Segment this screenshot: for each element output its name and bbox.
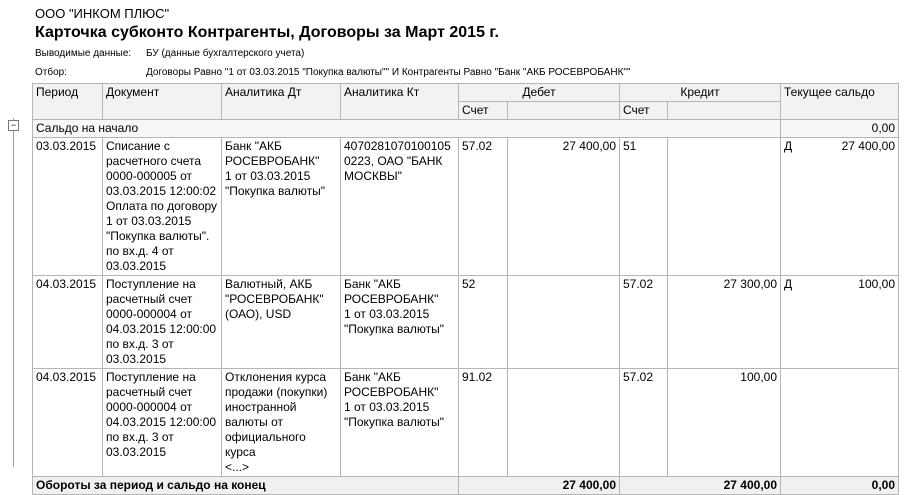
cell-account-kt: 57.02 <box>620 369 668 477</box>
cell-document[interactable]: Списание с расчетного счета 0000-000005 от 03.03.2015 12:00:02 Оплата по договору 1 от 03.03.2015 "Покупка валюты". по вх.д. 4 от 03.03.2015 <box>103 138 222 276</box>
col-period-header: Период <box>33 84 103 120</box>
collapse-group-icon[interactable]: − <box>8 120 19 131</box>
cell-debit <box>508 276 620 369</box>
blank-cell <box>668 102 781 120</box>
cell-analytics-kt: Банк "АКБ РОСЕВРОБАНК" 1 от 03.03.2015 "Покупка валюты" <box>341 369 459 477</box>
cell-analytics-dt: Банк "АКБ РОСЕВРОБАНК" 1 от 03.03.2015 "Покупка валюты" <box>222 138 341 276</box>
group-tree-line <box>13 118 14 467</box>
filter-value: Договоры Равно "1 от 03.03.2015 "Покупка валюты"" И Контрагенты Равно "Банк "АКБ РОСЕВРОБАНК"" <box>146 67 631 78</box>
cell-credit <box>668 138 781 276</box>
totals-balance: 0,00 <box>781 477 899 495</box>
cell-document[interactable]: Поступление на расчетный счет 0000-000004 от 04.03.2015 12:00:00 по вх.д. 3 от 03.03.2015 <box>103 369 222 477</box>
col-account-dt-header: Счет <box>459 102 508 120</box>
balance-side: Д <box>784 277 793 291</box>
output-data-value: БУ (данные бухгалтерского учета) <box>146 48 305 59</box>
cell-debit: 27 400,00 <box>508 138 620 276</box>
cell-document[interactable]: Поступление на расчетный счет 0000-000004 от 04.03.2015 12:00:00 по вх.д. 3 от 03.03.2015 <box>103 276 222 369</box>
cell-analytics-dt: Валютный, АКБ "РОСЕВРОБАНК" (ОАО), USD <box>222 276 341 369</box>
totals-row <box>33 477 899 495</box>
table-row[interactable] <box>33 138 899 276</box>
cell-analytics-kt: Банк "АКБ РОСЕВРОБАНК" 1 от 03.03.2015 "Покупка валюты" <box>341 276 459 369</box>
opening-balance-label: Сальдо на начало <box>33 120 781 138</box>
cell-account-kt: 51 <box>620 138 668 276</box>
organization-name: ООО "ИНКОМ ПЛЮС" <box>35 6 170 21</box>
cell-balance <box>781 138 899 276</box>
filter-label: Отбор: <box>35 67 67 78</box>
header-row <box>33 84 899 102</box>
report-title: Карточка субконто Контрагенты, Договоры за Март 2015 г. <box>35 24 499 41</box>
opening-balance-row <box>33 120 899 138</box>
col-analytics-dt-header: Аналитика Дт <box>222 84 341 120</box>
opening-balance-value: 0,00 <box>781 120 899 138</box>
col-analytics-kt-header: Аналитика Кт <box>341 84 459 120</box>
cell-account-dt: 57.02 <box>459 138 508 276</box>
totals-label: Обороты за период и сальдо на конец <box>33 477 459 495</box>
cell-credit: 100,00 <box>668 369 781 477</box>
cell-analytics-kt: 4070281070100105 0223, ОАО "БАНК МОСКВЫ" <box>341 138 459 276</box>
cell-period: 03.03.2015 <box>33 138 103 276</box>
cell-balance <box>781 276 899 369</box>
output-data-label: Выводимые данные: <box>35 48 132 59</box>
cell-account-dt: 52 <box>459 276 508 369</box>
cell-period: 04.03.2015 <box>33 369 103 477</box>
report-table <box>32 83 899 495</box>
col-debit-header: Дебет <box>459 84 620 102</box>
cell-analytics-dt: Отклонения курса продажи (покупки) иностранной валюты от официального курса <...> <box>222 369 341 477</box>
cell-debit <box>508 369 620 477</box>
col-account-kt-header: Счет <box>620 102 668 120</box>
cell-account-kt: 57.02 <box>620 276 668 369</box>
cell-balance <box>781 369 899 477</box>
balance-value: 100,00 <box>858 277 895 291</box>
table-row[interactable] <box>33 369 899 477</box>
col-document-header: Документ <box>103 84 222 120</box>
totals-debit: 27 400,00 <box>459 477 620 495</box>
blank-cell <box>508 102 620 120</box>
col-balance-header: Текущее сальдо <box>781 84 899 120</box>
cell-credit: 27 300,00 <box>668 276 781 369</box>
balance-value: 27 400,00 <box>841 139 895 153</box>
cell-account-dt: 91.02 <box>459 369 508 477</box>
totals-credit: 27 400,00 <box>620 477 781 495</box>
col-credit-header: Кредит <box>620 84 781 102</box>
table-row[interactable] <box>33 276 899 369</box>
cell-period: 04.03.2015 <box>33 276 103 369</box>
balance-side: Д <box>784 139 793 153</box>
